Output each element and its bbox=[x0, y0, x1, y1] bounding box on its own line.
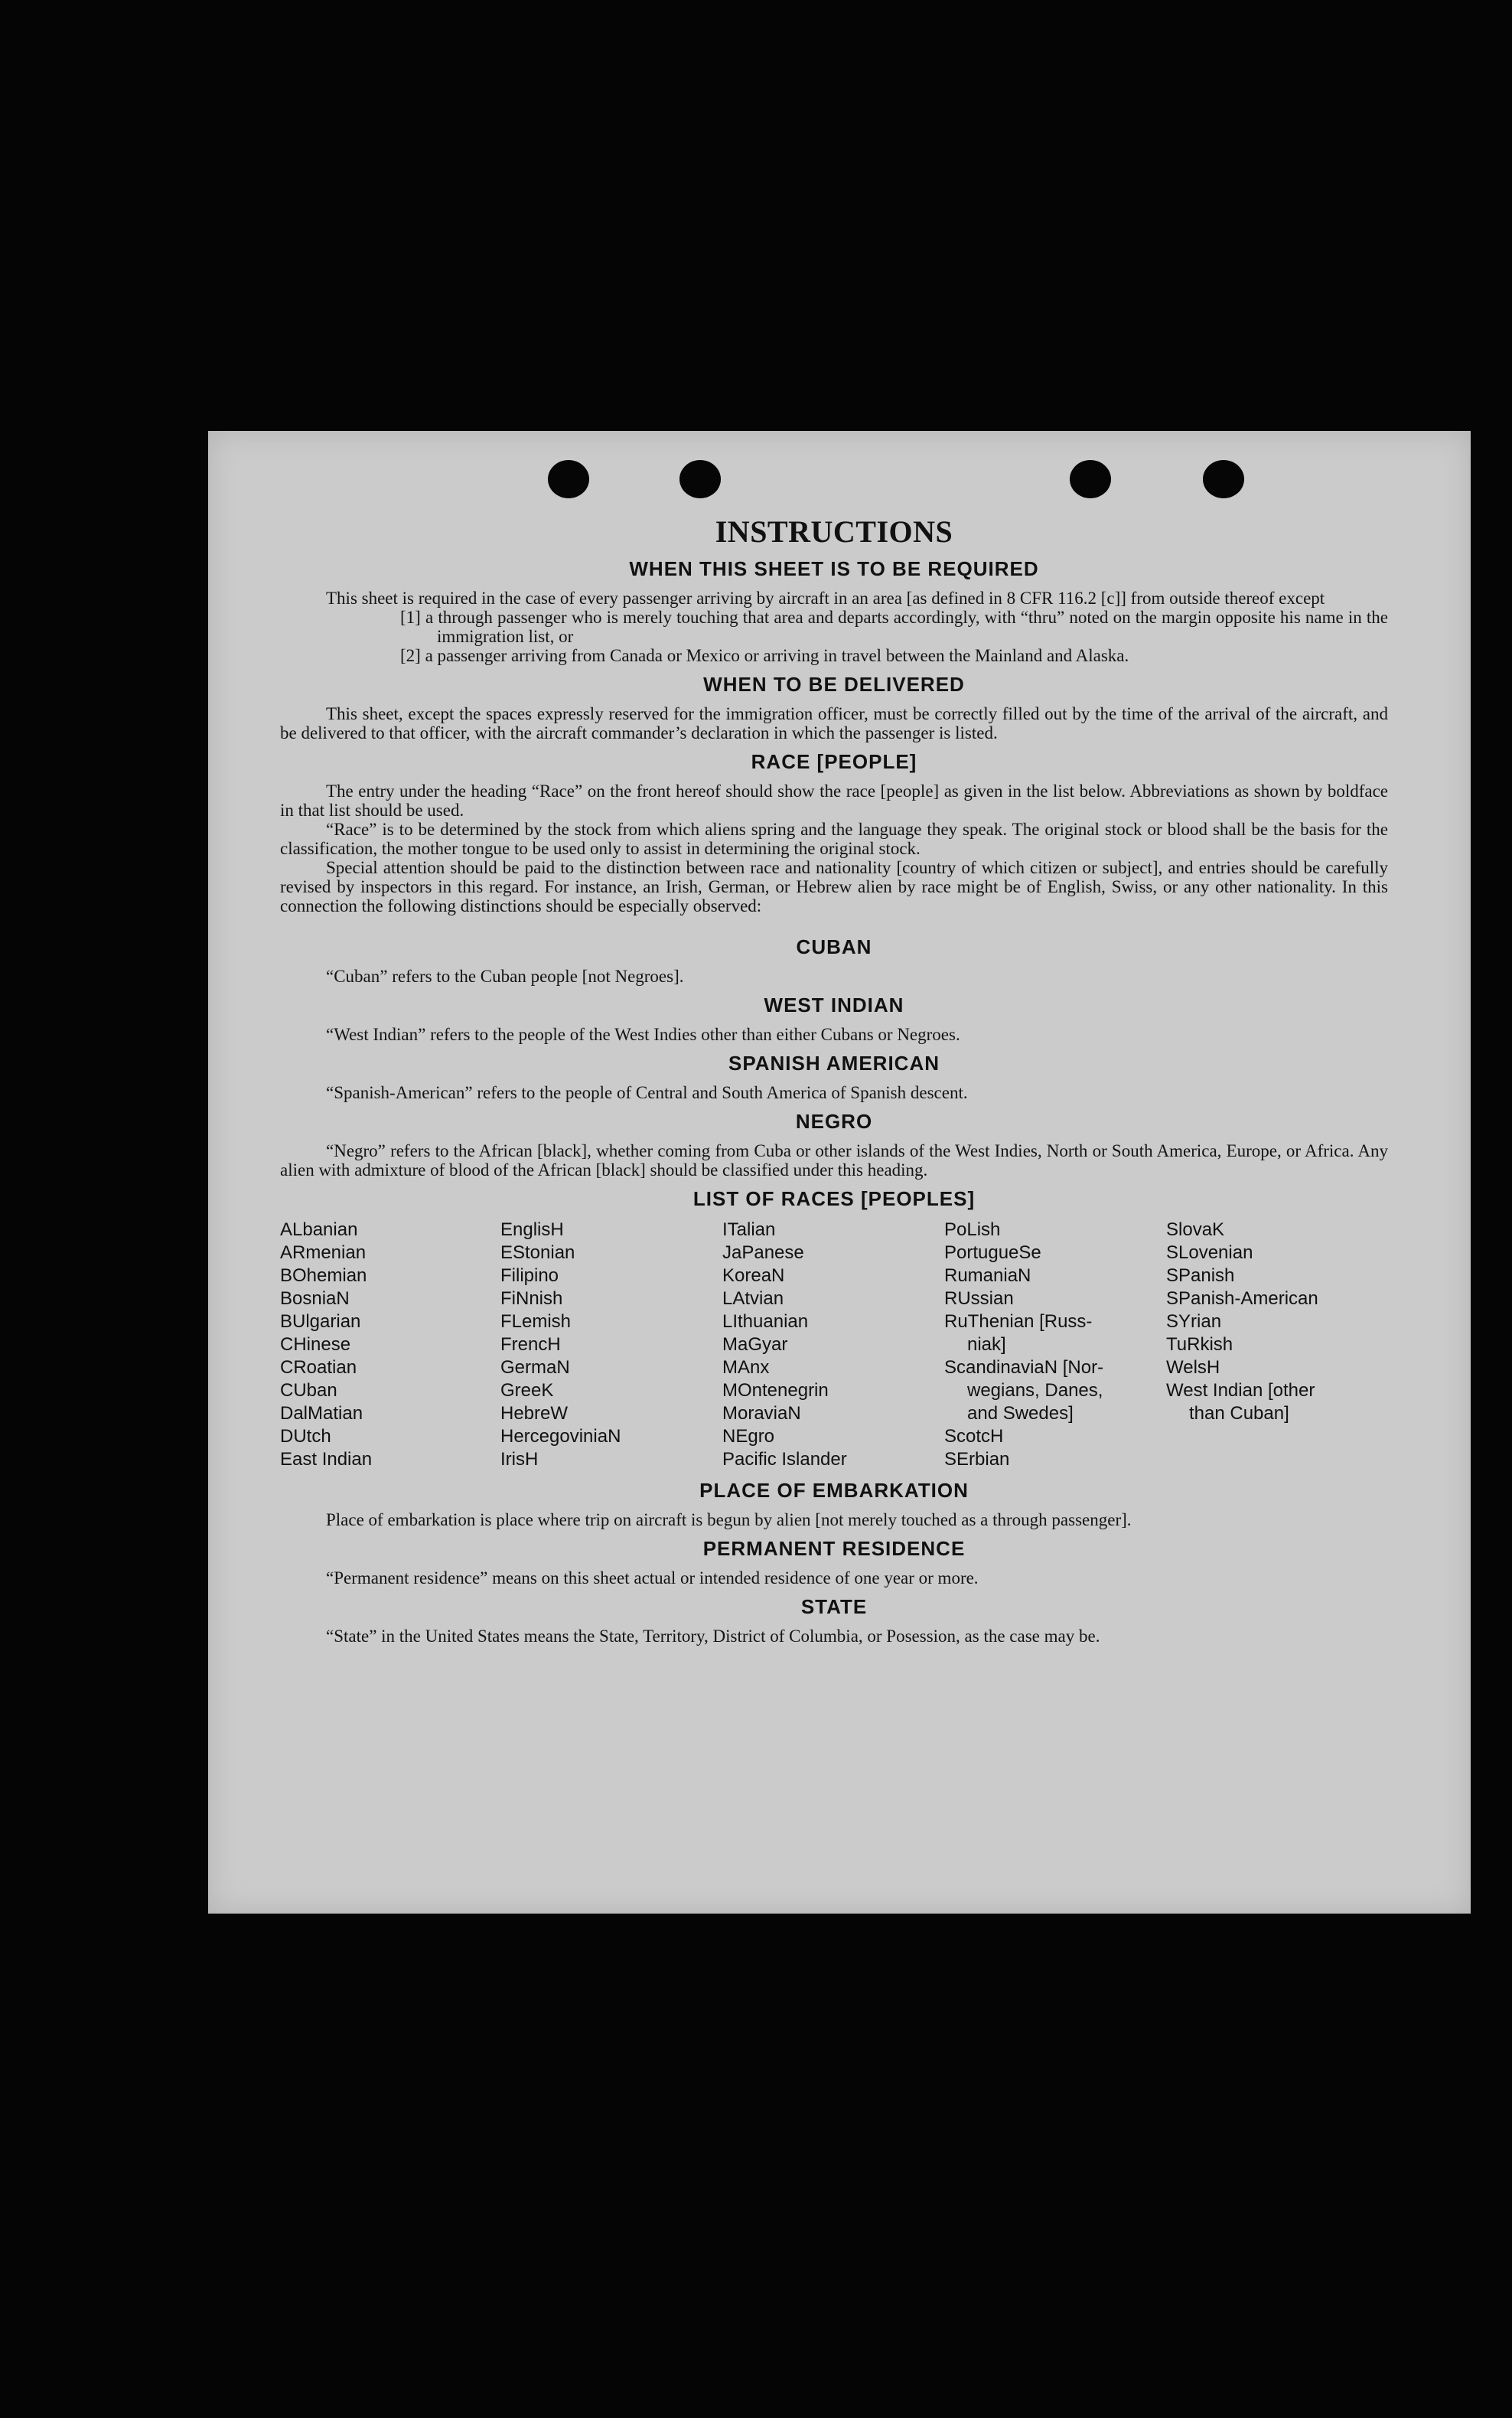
race-paragraph-3: Special attention should be paid to the distinction between race and nationality [country of which citizen or subject], and entries should be carefully revised by inspectors in this regard. For instance, an Irish, German, or Hebrew alien by race might be of English, Swiss, or any other nationality. In this connection the following distinctions should be especially observed: bbox=[280, 858, 1388, 915]
race-paragraph-2: “Race” is to be determined by the stock from which aliens spring and the language they speak. The original stock or blood shall be the basis for the classification, the mother tongue to be used only to assist in determining the original stock. bbox=[280, 820, 1388, 858]
race-item: SLovenian bbox=[1166, 1242, 1253, 1263]
race-item: TuRkish bbox=[1166, 1334, 1233, 1355]
race-item: GreeK bbox=[500, 1380, 554, 1401]
races-column bbox=[280, 1219, 500, 1471]
races-column bbox=[722, 1219, 944, 1471]
race-item-continuation: niak] bbox=[967, 1334, 1006, 1355]
races-column bbox=[1166, 1219, 1388, 1471]
race-item: BosniaN bbox=[280, 1288, 350, 1309]
section-heading-cuban: CUBAN bbox=[796, 935, 872, 958]
race-item: PoLish bbox=[944, 1219, 1001, 1240]
races-column bbox=[944, 1219, 1166, 1471]
state-text: “State” in the United States means the State, Territory, District of Columbia, or Posession, as the case may be. bbox=[326, 1627, 1100, 1646]
delivered-text: This sheet, except the spaces expressly reserved for the immigration officer, must be correctly filled out by the time of the arrival of the aircraft, and be delivered to that officer, with the aircraft commander’s declaration in which the passenger is listed. bbox=[280, 704, 1388, 742]
section-heading-races-list: LIST OF RACES [PEOPLES] bbox=[692, 1187, 976, 1210]
instructions-content bbox=[280, 514, 1388, 1646]
race-item: DalMatian bbox=[280, 1403, 363, 1424]
race-item: ScotcH bbox=[944, 1426, 1004, 1447]
race-item: Filipino bbox=[500, 1265, 559, 1286]
page-title: INSTRUCTIONS bbox=[715, 514, 953, 549]
race-item: LIthuanian bbox=[722, 1311, 809, 1332]
race-item: WelsH bbox=[1166, 1357, 1220, 1378]
required-item-2: [2] a passenger arriving from Canada or Mexico or arriving in travel between the Mainland and Alaska. bbox=[400, 646, 1129, 665]
race-item: MaGyar bbox=[722, 1334, 788, 1355]
race-item: MAnx bbox=[722, 1357, 770, 1378]
embarkation-text: Place of embarkation is place where trip on aircraft is begun by alien [not merely touched as a through passenger]. bbox=[326, 1510, 1132, 1529]
section-heading-required: WHEN THIS SHEET IS TO BE REQUIRED bbox=[629, 557, 1039, 580]
race-item: SYrian bbox=[1166, 1311, 1222, 1332]
race-item: Pacific Islander bbox=[722, 1449, 847, 1470]
race-item-continuation: wegians, Danes, bbox=[967, 1380, 1103, 1401]
spanish-american-text: “Spanish-American” refers to the people of Central and South America of Spanish descent. bbox=[326, 1083, 968, 1102]
race-item: IrisH bbox=[500, 1449, 539, 1470]
race-item: SErbian bbox=[944, 1449, 1010, 1470]
punch-hole bbox=[1203, 460, 1244, 498]
punch-hole bbox=[548, 460, 589, 498]
race-item: JaPanese bbox=[722, 1242, 804, 1263]
section-heading-delivered: WHEN TO BE DELIVERED bbox=[703, 673, 965, 696]
race-item: NEgro bbox=[722, 1426, 775, 1447]
instruction-sheet bbox=[208, 431, 1471, 1914]
race-item: HercegoviniaN bbox=[500, 1426, 621, 1447]
cuban-text: “Cuban” refers to the Cuban people [not Negroes]. bbox=[326, 967, 684, 986]
races-column bbox=[500, 1219, 722, 1471]
race-item: RuThenian [Russ- bbox=[944, 1311, 1093, 1332]
race-item: GermaN bbox=[500, 1357, 570, 1378]
race-item: PortugueSe bbox=[944, 1242, 1041, 1263]
race-item-continuation: and Swedes] bbox=[967, 1403, 1074, 1424]
race-item: CUban bbox=[280, 1380, 337, 1401]
race-item: SlovaK bbox=[1166, 1219, 1225, 1240]
race-item: FiNnish bbox=[500, 1288, 563, 1309]
race-item: RumaniaN bbox=[944, 1265, 1031, 1286]
residence-text: “Permanent residence” means on this sheet actual or intended residence of one year or more. bbox=[326, 1568, 979, 1588]
race-item: West Indian [other bbox=[1166, 1380, 1315, 1401]
section-heading-residence: PERMANENT RESIDENCE bbox=[702, 1537, 966, 1560]
race-item: DUtch bbox=[280, 1426, 331, 1447]
race-item: ScandinaviaN [Nor- bbox=[944, 1357, 1104, 1378]
race-item: ALbanian bbox=[280, 1219, 358, 1240]
race-item: EStonian bbox=[500, 1242, 575, 1263]
race-item: MOntenegrin bbox=[722, 1380, 829, 1401]
race-item: FrencH bbox=[500, 1334, 561, 1355]
negro-text: “Negro” refers to the African [black], whether coming from Cuba or other islands of the West Indies, North or South America, Europe, or Africa. Any alien with admixture of blood of the African [black] should be classified under this heading. bbox=[280, 1141, 1388, 1180]
section-heading-negro: NEGRO bbox=[795, 1110, 873, 1133]
race-paragraph-1: The entry under the heading “Race” on the front hereof should show the race [people] as given in the list below. Abbreviations as shown by boldface in that list should be used. bbox=[280, 782, 1388, 820]
race-item: CRoatian bbox=[280, 1357, 357, 1378]
section-heading-state: STATE bbox=[800, 1595, 868, 1618]
punch-hole bbox=[679, 460, 721, 498]
race-item: SPanish bbox=[1166, 1265, 1235, 1286]
race-item: FLemish bbox=[500, 1311, 572, 1332]
race-item: RUssian bbox=[944, 1288, 1014, 1309]
required-item-1: [1] a through passenger who is merely touching that area and departs accordingly, with “thru” noted on the margin opposite his name in the immigration list, or bbox=[400, 608, 1388, 646]
race-item-continuation: than Cuban] bbox=[1189, 1403, 1289, 1424]
race-item: BUlgarian bbox=[280, 1311, 361, 1332]
race-item: ITalian bbox=[722, 1219, 776, 1240]
race-item: EnglisH bbox=[500, 1219, 564, 1240]
section-heading-west-indian: WEST INDIAN bbox=[764, 994, 904, 1016]
race-item: CHinese bbox=[280, 1334, 351, 1355]
race-item: KoreaN bbox=[722, 1265, 785, 1286]
race-item: East Indian bbox=[280, 1449, 373, 1470]
race-item: LAtvian bbox=[722, 1288, 784, 1309]
race-item: ARmenian bbox=[280, 1242, 367, 1263]
race-item: HebreW bbox=[500, 1403, 569, 1424]
section-heading-spanish-american: SPANISH AMERICAN bbox=[728, 1052, 940, 1075]
punch-hole bbox=[1070, 460, 1111, 498]
race-item: BOhemian bbox=[280, 1265, 367, 1286]
section-heading-embarkation: PLACE OF EMBARKATION bbox=[699, 1479, 969, 1502]
race-item: MoraviaN bbox=[722, 1403, 801, 1424]
race-item: SPanish-American bbox=[1166, 1288, 1318, 1309]
required-intro: This sheet is required in the case of every passenger arriving by aircraft in an area [as defined in 8 CFR 116.2 [c]] from outside thereof except bbox=[326, 589, 1325, 608]
section-heading-race: RACE [PEOPLE] bbox=[751, 750, 917, 773]
races-list bbox=[280, 1219, 1388, 1471]
west-indian-text: “West Indian” refers to the people of the West Indies other than either Cubans or Negroes. bbox=[326, 1025, 960, 1044]
